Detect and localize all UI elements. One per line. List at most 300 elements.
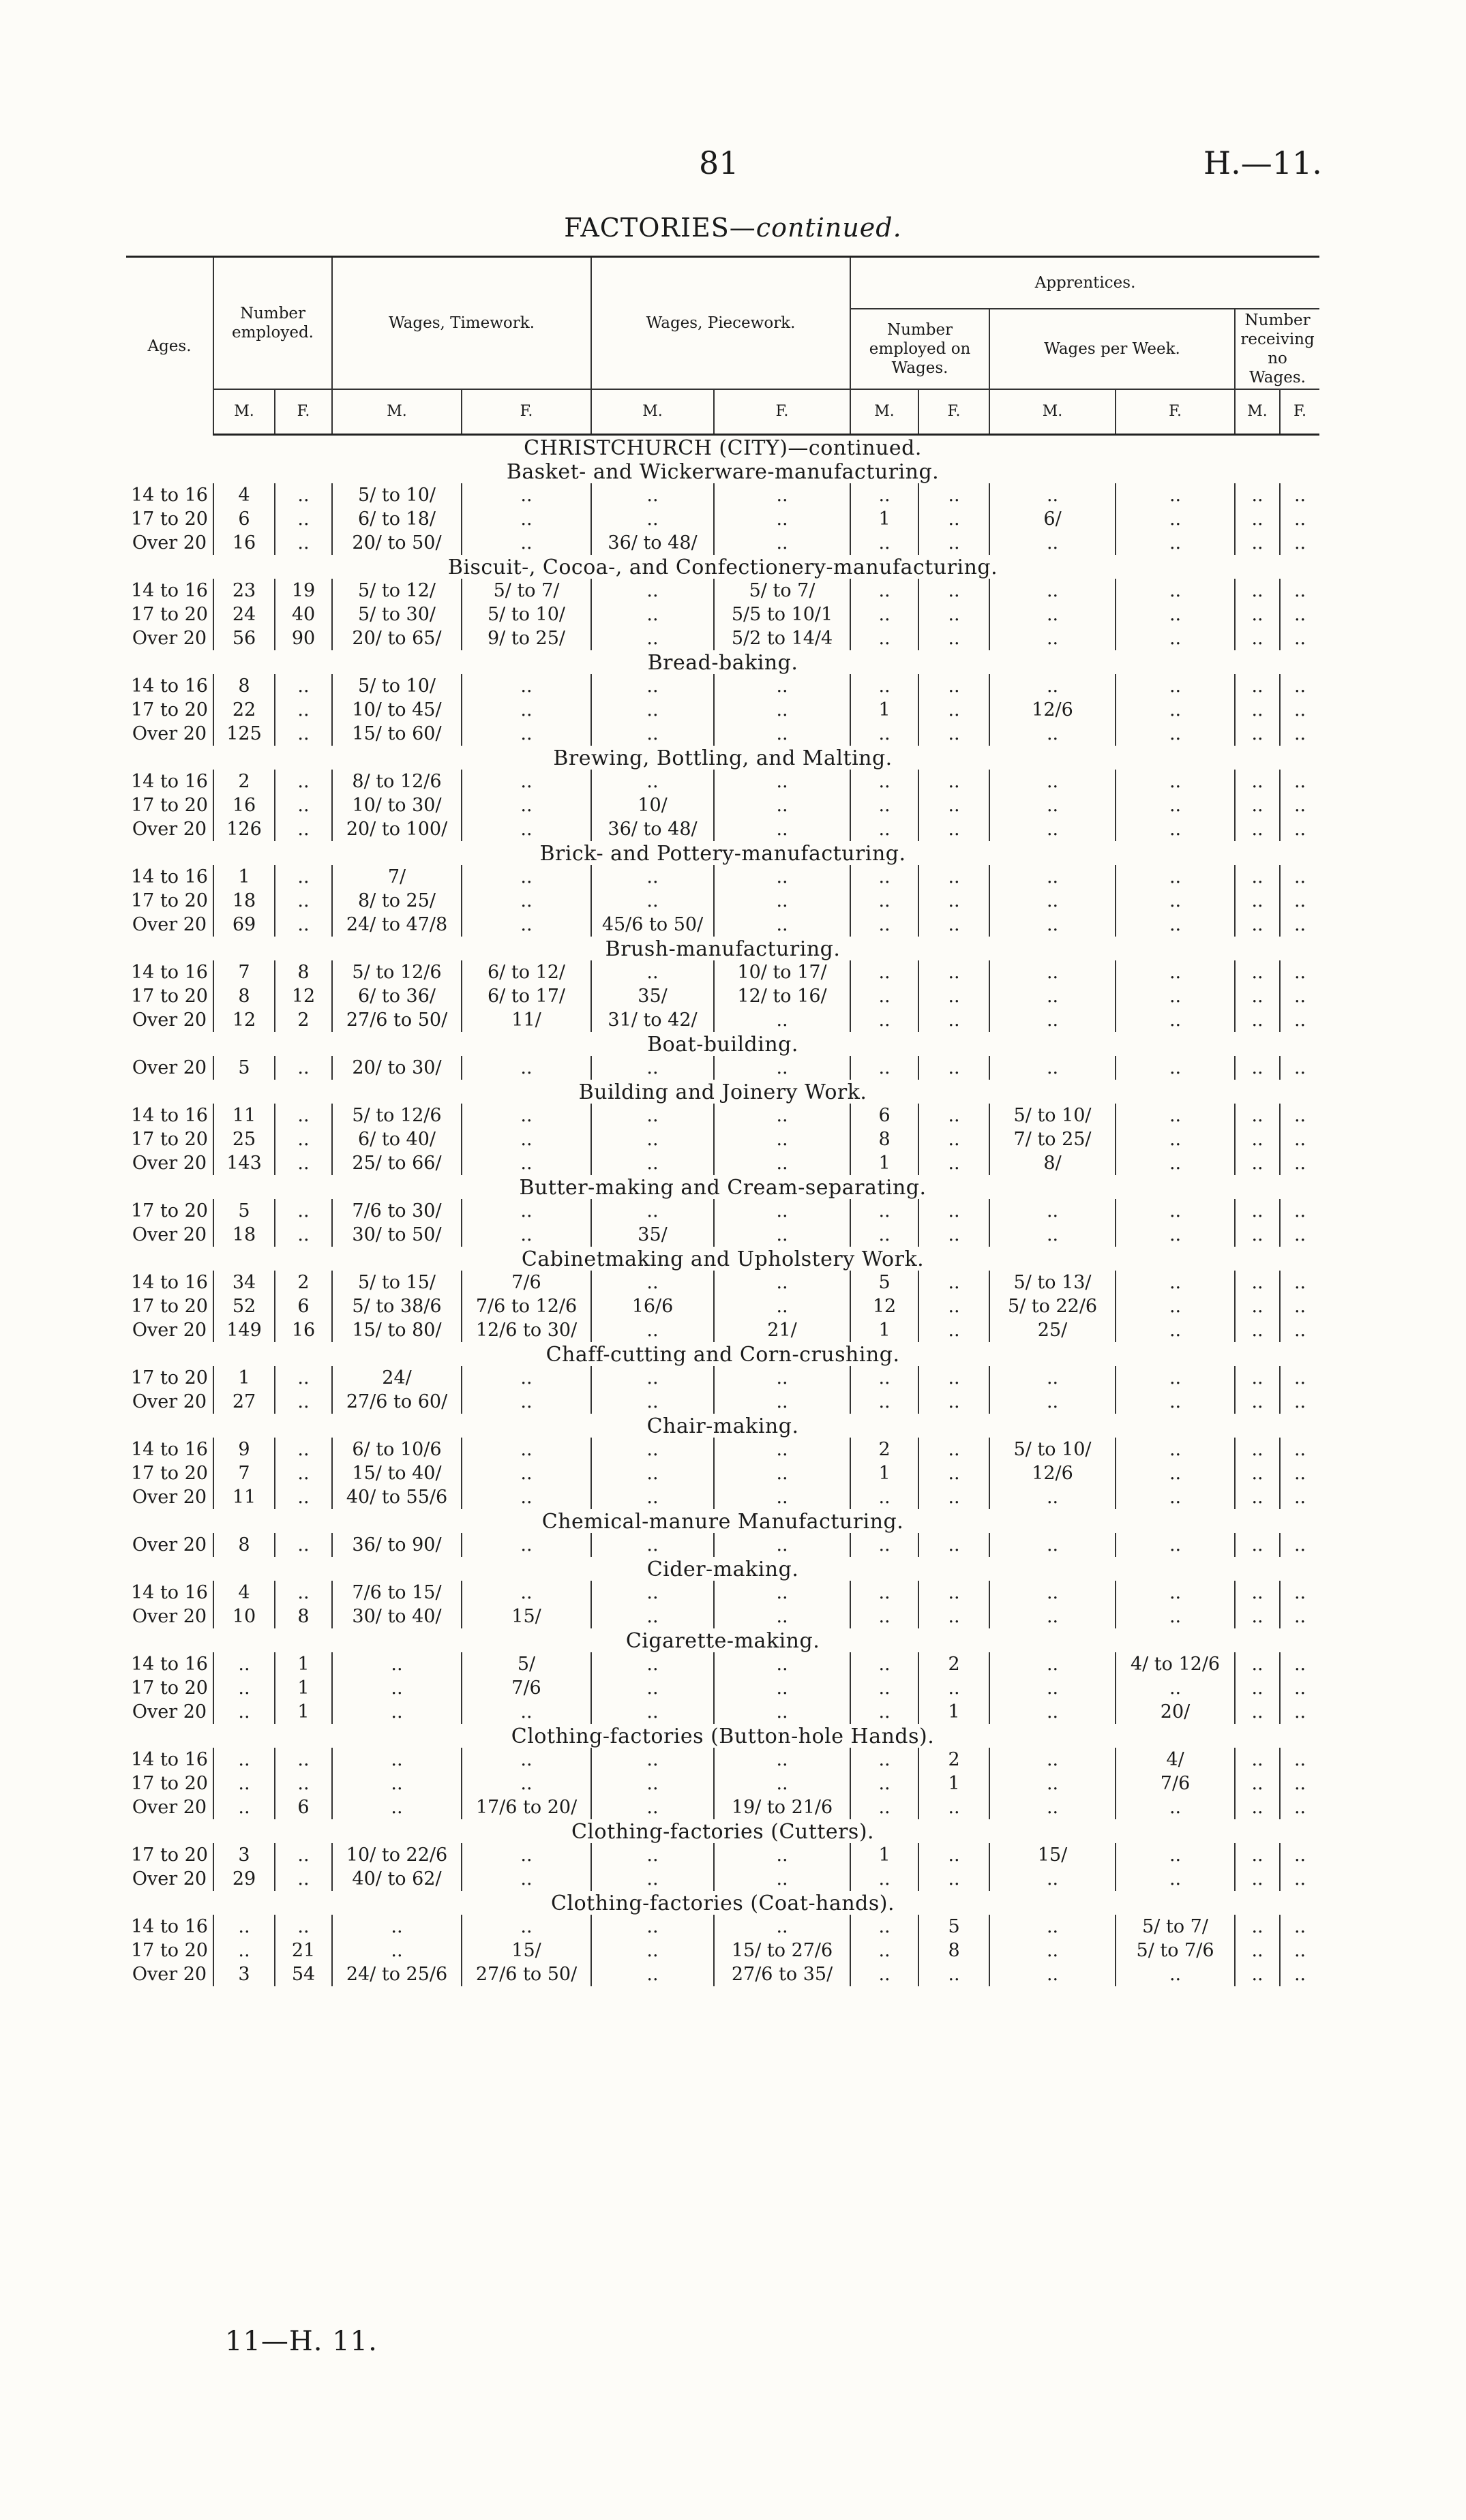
table-cell: 143 xyxy=(213,1151,275,1175)
table-cell: 1 xyxy=(275,1700,332,1724)
table-row xyxy=(126,1390,1319,1414)
table-cell: .. xyxy=(275,1199,332,1223)
age-cell: 17 to 20 xyxy=(131,1296,208,1317)
table-cell: .. xyxy=(850,889,918,913)
table-cell: .. xyxy=(989,1199,1116,1223)
section-heading-row xyxy=(126,650,1319,674)
table-cell: .. xyxy=(275,1533,332,1557)
table-cell: .. xyxy=(591,626,714,650)
table-row xyxy=(126,1676,1319,1700)
table-row xyxy=(126,1127,1319,1151)
table-cell: .. xyxy=(1280,531,1319,555)
table-cell: .. xyxy=(918,889,989,913)
table-cell: .. xyxy=(989,1366,1116,1390)
table-row xyxy=(126,1772,1319,1795)
table-cell: 2 xyxy=(275,1271,332,1294)
table-cell: .. xyxy=(989,626,1116,650)
table-cell: .. xyxy=(1116,960,1235,984)
table-cell: .. xyxy=(213,1652,275,1676)
table-cell: .. xyxy=(1235,1318,1280,1342)
table-cell: .. xyxy=(989,913,1116,937)
table-row xyxy=(126,674,1319,698)
table-cell: .. xyxy=(850,674,918,698)
table-row xyxy=(126,913,1319,937)
table-cell: .. xyxy=(1235,674,1280,698)
table-cell: .. xyxy=(591,865,714,889)
table-cell: .. xyxy=(462,1104,591,1127)
table-cell: .. xyxy=(1116,1676,1235,1700)
table-cell: 15/ xyxy=(989,1843,1116,1867)
table-cell: .. xyxy=(850,1772,918,1795)
table-cell: .. xyxy=(1116,1008,1235,1032)
table-cell: 7 xyxy=(213,960,275,984)
table-cell: .. xyxy=(1280,1676,1319,1700)
age-cell: Over 20 xyxy=(132,1057,207,1078)
table-cell: 7/ xyxy=(332,865,462,889)
table-cell: .. xyxy=(1280,1008,1319,1032)
table-row xyxy=(126,984,1319,1008)
table-cell: 29 xyxy=(213,1867,275,1891)
table-cell: .. xyxy=(275,1223,332,1247)
table-row xyxy=(126,1748,1319,1772)
table-row xyxy=(126,1461,1319,1485)
section-heading: Basket- and Wickerware-manufacturing. xyxy=(506,460,940,484)
section-heading-row xyxy=(126,1891,1319,1915)
table-cell: .. xyxy=(591,770,714,793)
table-cell: .. xyxy=(1116,1056,1235,1080)
table-cell: 4 xyxy=(213,1581,275,1605)
table-cell: .. xyxy=(462,1366,591,1390)
section-heading-row xyxy=(126,1628,1319,1652)
header-f: F. xyxy=(462,389,591,435)
table-cell: .. xyxy=(989,531,1116,555)
table-cell: .. xyxy=(714,913,850,937)
table-row xyxy=(126,1939,1319,1962)
table-cell: .. xyxy=(1116,674,1235,698)
table-cell: .. xyxy=(989,1533,1116,1557)
table-cell: 6/ to 12/ xyxy=(462,960,591,984)
table-cell: .. xyxy=(275,1366,332,1390)
table-cell: 8/ xyxy=(989,1151,1116,1175)
header-m: M. xyxy=(1235,389,1280,435)
table-cell: .. xyxy=(275,865,332,889)
table-cell: .. xyxy=(850,1915,918,1939)
table-cell: 30/ to 40/ xyxy=(332,1605,462,1628)
table-cell: .. xyxy=(918,1056,989,1080)
age-cell: 14 to 16 xyxy=(131,1439,208,1460)
table-cell: .. xyxy=(714,1867,850,1891)
table-row xyxy=(126,960,1319,984)
table-cell: 56 xyxy=(213,626,275,650)
table-cell: .. xyxy=(918,1533,989,1557)
table-cell: .. xyxy=(714,483,850,507)
table-cell: .. xyxy=(275,1915,332,1939)
table-cell: .. xyxy=(1235,1915,1280,1939)
table-cell: 90 xyxy=(275,626,332,650)
table-cell: .. xyxy=(462,722,591,746)
page-number: 81 xyxy=(699,145,739,181)
section-heading: Boat-building. xyxy=(647,1033,798,1057)
table-cell: .. xyxy=(1235,1772,1280,1795)
table-cell: .. xyxy=(1116,626,1235,650)
age-cell: Over 20 xyxy=(132,1797,207,1818)
table-cell: 5 xyxy=(213,1056,275,1080)
table-cell: .. xyxy=(1235,1533,1280,1557)
table-cell: .. xyxy=(1235,1271,1280,1294)
table-cell: 27/6 to 60/ xyxy=(332,1390,462,1414)
table-cell: .. xyxy=(1235,483,1280,507)
table-cell: 5/2 to 14/4 xyxy=(714,626,850,650)
table-row xyxy=(126,1843,1319,1867)
table-cell: .. xyxy=(591,1104,714,1127)
table-cell: 2 xyxy=(918,1652,989,1676)
table-cell: .. xyxy=(714,1151,850,1175)
table-cell: .. xyxy=(714,1485,850,1509)
table-cell: .. xyxy=(332,1915,462,1939)
table-cell: 16 xyxy=(275,1318,332,1342)
table-cell: .. xyxy=(850,1199,918,1223)
table-cell: 1 xyxy=(850,698,918,722)
table-cell: .. xyxy=(1116,1151,1235,1175)
table-cell: .. xyxy=(591,1700,714,1724)
table-cell: .. xyxy=(850,770,918,793)
table-cell: .. xyxy=(1280,1461,1319,1485)
table-cell: .. xyxy=(591,1366,714,1390)
table-cell: 4 xyxy=(213,483,275,507)
table-cell: 2 xyxy=(918,1748,989,1772)
table-cell: .. xyxy=(1235,1748,1280,1772)
table-cell: .. xyxy=(591,1151,714,1175)
table-cell: .. xyxy=(1235,1151,1280,1175)
table-cell: 5/ to 10/ xyxy=(989,1438,1116,1461)
table-row xyxy=(126,1223,1319,1247)
table-cell: .. xyxy=(714,507,850,531)
table-cell: .. xyxy=(1280,483,1319,507)
table-cell: 21/ xyxy=(714,1318,850,1342)
table-cell: .. xyxy=(1116,1485,1235,1509)
table-cell: .. xyxy=(1116,984,1235,1008)
table-cell: .. xyxy=(275,1748,332,1772)
table-cell: .. xyxy=(1280,1581,1319,1605)
table-cell: .. xyxy=(714,1294,850,1318)
table-cell: .. xyxy=(1280,1843,1319,1867)
section-heading-row xyxy=(126,1175,1319,1199)
table-cell: 1 xyxy=(275,1652,332,1676)
table-cell: .. xyxy=(918,1318,989,1342)
table-cell: .. xyxy=(1116,1438,1235,1461)
table-cell: 5/ to 12/ xyxy=(332,579,462,603)
table-cell: 25 xyxy=(213,1127,275,1151)
header-f: F. xyxy=(275,389,332,435)
table-cell: .. xyxy=(989,1962,1116,1986)
header-f: F. xyxy=(918,389,989,435)
table-cell: .. xyxy=(850,579,918,603)
table-cell: .. xyxy=(1235,1223,1280,1247)
table-cell: .. xyxy=(462,698,591,722)
table-cell: 36/ to 48/ xyxy=(591,531,714,555)
table-cell: .. xyxy=(1280,1533,1319,1557)
table-cell: .. xyxy=(918,1271,989,1294)
table-cell: .. xyxy=(1116,1127,1235,1151)
table-cell: .. xyxy=(1235,1390,1280,1414)
table-cell: .. xyxy=(1280,1223,1319,1247)
table-cell: .. xyxy=(1116,1199,1235,1223)
table-cell: 24/ to 47/8 xyxy=(332,913,462,937)
table-cell: .. xyxy=(275,1151,332,1175)
table-cell: .. xyxy=(1280,507,1319,531)
table-cell: .. xyxy=(918,1104,989,1127)
table-cell: .. xyxy=(332,1748,462,1772)
table-cell: 27 xyxy=(213,1390,275,1414)
table-cell: .. xyxy=(1116,1795,1235,1819)
table-cell: .. xyxy=(989,889,1116,913)
table-cell: .. xyxy=(989,960,1116,984)
header-m: M. xyxy=(850,389,918,435)
table-cell: .. xyxy=(850,531,918,555)
table-cell: .. xyxy=(850,1867,918,1891)
table-cell: .. xyxy=(1116,1461,1235,1485)
table-cell: .. xyxy=(989,1485,1116,1509)
table-cell: .. xyxy=(850,1366,918,1390)
table-cell: 36/ to 48/ xyxy=(591,817,714,841)
table-cell: .. xyxy=(989,984,1116,1008)
table-cell: .. xyxy=(1235,1127,1280,1151)
table-cell: .. xyxy=(1280,960,1319,984)
age-cell: 17 to 20 xyxy=(131,604,208,625)
table-cell: .. xyxy=(591,1748,714,1772)
table-cell: .. xyxy=(918,960,989,984)
age-cell: Over 20 xyxy=(132,1487,207,1508)
table-cell: .. xyxy=(1280,889,1319,913)
table-cell: .. xyxy=(989,1915,1116,1939)
header-apprentices-no-wages: Number receiving no Wages. xyxy=(1235,309,1319,389)
table-cell: .. xyxy=(989,1700,1116,1724)
table-cell: .. xyxy=(850,1581,918,1605)
table-cell: .. xyxy=(1116,1104,1235,1127)
table-cell: .. xyxy=(462,913,591,937)
table-cell: .. xyxy=(1116,1294,1235,1318)
table-cell: 5/ to 10/ xyxy=(332,483,462,507)
table-cell: .. xyxy=(1116,722,1235,746)
table-row xyxy=(126,1008,1319,1032)
table-cell: .. xyxy=(1235,913,1280,937)
table-cell: .. xyxy=(1280,1915,1319,1939)
table-cell: .. xyxy=(1116,483,1235,507)
table-cell: .. xyxy=(714,1271,850,1294)
table-cell: .. xyxy=(918,1366,989,1390)
table-cell: .. xyxy=(1235,1056,1280,1080)
header-apprentices: Apprentices. xyxy=(850,257,1319,309)
table-cell: .. xyxy=(1116,1581,1235,1605)
table-cell: 6/ to 17/ xyxy=(462,984,591,1008)
section-heading-row xyxy=(126,459,1319,483)
table-row xyxy=(126,865,1319,889)
age-cell: Over 20 xyxy=(132,819,207,840)
table-cell: 40 xyxy=(275,603,332,626)
table-cell: 125 xyxy=(213,722,275,746)
table-cell: .. xyxy=(1116,1366,1235,1390)
table-cell: .. xyxy=(462,1438,591,1461)
table-cell: .. xyxy=(850,1795,918,1819)
table-cell: .. xyxy=(1280,1605,1319,1628)
table-cell: .. xyxy=(462,1581,591,1605)
table-cell: .. xyxy=(332,1772,462,1795)
table-cell: 25/ xyxy=(989,1318,1116,1342)
age-cell: Over 20 xyxy=(132,1606,207,1627)
table-row xyxy=(126,483,1319,507)
age-cell: Over 20 xyxy=(132,1868,207,1889)
table-cell: .. xyxy=(1280,1056,1319,1080)
age-cell: Over 20 xyxy=(132,1224,207,1245)
table-cell: .. xyxy=(275,483,332,507)
table-cell: 40/ to 62/ xyxy=(332,1867,462,1891)
table-cell: .. xyxy=(1280,603,1319,626)
table-cell: .. xyxy=(850,722,918,746)
table-cell: .. xyxy=(714,1008,850,1032)
table-cell: .. xyxy=(989,1056,1116,1080)
table-cell: 7/ to 25/ xyxy=(989,1127,1116,1151)
section-heading: Biscuit-, Cocoa-, and Confectionery-manufacturing. xyxy=(447,556,998,579)
age-cell: 17 to 20 xyxy=(131,1200,208,1221)
table-cell: .. xyxy=(462,1056,591,1080)
table-cell: .. xyxy=(462,1915,591,1939)
table-cell: 6/ to 40/ xyxy=(332,1127,462,1151)
header-m: M. xyxy=(989,389,1116,435)
table-cell: .. xyxy=(1235,1962,1280,1986)
table-cell: .. xyxy=(1235,579,1280,603)
table-cell: .. xyxy=(591,1533,714,1557)
table-cell: 5/ to 10/ xyxy=(989,1104,1116,1127)
age-cell: 14 to 16 xyxy=(131,1749,208,1770)
table-cell: .. xyxy=(714,1843,850,1867)
table-cell: 27/6 to 35/ xyxy=(714,1962,850,1986)
table-cell: .. xyxy=(1116,603,1235,626)
table-cell: .. xyxy=(591,889,714,913)
section-heading-row xyxy=(126,555,1319,579)
table-cell: .. xyxy=(850,984,918,1008)
table-cell: .. xyxy=(462,1748,591,1772)
table-cell: .. xyxy=(591,1438,714,1461)
age-cell: 17 to 20 xyxy=(131,508,208,530)
table-cell: 5/ to 12/6 xyxy=(332,960,462,984)
table-cell: .. xyxy=(714,1772,850,1795)
table-cell: .. xyxy=(275,674,332,698)
table-cell: .. xyxy=(591,1676,714,1700)
section-heading-row xyxy=(126,1342,1319,1366)
table-cell: 8 xyxy=(850,1127,918,1151)
header-apprentices-number-employed: Number employed on Wages. xyxy=(850,309,989,389)
table-cell: .. xyxy=(714,531,850,555)
section-heading-row xyxy=(126,1724,1319,1748)
table-cell: .. xyxy=(462,770,591,793)
table-cell: .. xyxy=(850,1939,918,1962)
table-cell: .. xyxy=(714,1915,850,1939)
section-heading: Butter-making and Cream-separating. xyxy=(519,1176,927,1200)
table-cell: .. xyxy=(1280,1438,1319,1461)
header-wages-timework: Wages, Timework. xyxy=(332,257,591,390)
age-cell: 14 to 16 xyxy=(131,771,208,792)
table-cell: .. xyxy=(1235,793,1280,817)
table-cell: .. xyxy=(989,1748,1116,1772)
table-cell: .. xyxy=(918,507,989,531)
table-cell: .. xyxy=(850,1748,918,1772)
table-cell: .. xyxy=(918,483,989,507)
table-cell: 15/ to 40/ xyxy=(332,1461,462,1485)
table-cell: .. xyxy=(714,1366,850,1390)
table-cell: .. xyxy=(918,1199,989,1223)
table-cell: .. xyxy=(462,483,591,507)
table-cell: 34 xyxy=(213,1271,275,1294)
table-cell: 24 xyxy=(213,603,275,626)
table-cell: 7/6 to 15/ xyxy=(332,1581,462,1605)
table-cell: .. xyxy=(1280,1151,1319,1175)
table-cell: 10/ to 45/ xyxy=(332,698,462,722)
table-cell: .. xyxy=(275,1461,332,1485)
table-cell: .. xyxy=(462,1223,591,1247)
section-heading: Brush-manufacturing. xyxy=(605,937,841,961)
table-cell: .. xyxy=(989,1581,1116,1605)
table-cell: 18 xyxy=(213,889,275,913)
age-cell: Over 20 xyxy=(132,1391,207,1412)
table-cell: 1 xyxy=(850,1151,918,1175)
table-cell: .. xyxy=(850,483,918,507)
section-heading: Chair-making. xyxy=(646,1414,799,1438)
table-cell: .. xyxy=(918,1676,989,1700)
table-cell: 5/ to 10/ xyxy=(332,674,462,698)
table-cell: .. xyxy=(918,1795,989,1819)
table-cell: .. xyxy=(1235,507,1280,531)
table-cell: 5/ to 30/ xyxy=(332,603,462,626)
table-cell: .. xyxy=(462,1843,591,1867)
age-cell: Over 20 xyxy=(132,1009,207,1031)
age-cell: 14 to 16 xyxy=(131,962,208,983)
table-cell: .. xyxy=(275,793,332,817)
table-cell: .. xyxy=(1235,698,1280,722)
table-cell: .. xyxy=(1116,1867,1235,1891)
section-heading: Bread-baking. xyxy=(647,651,798,675)
age-cell: 17 to 20 xyxy=(131,1773,208,1794)
table-cell: .. xyxy=(850,603,918,626)
table-cell: 11 xyxy=(213,1485,275,1509)
table-cell: 5/ to 38/6 xyxy=(332,1294,462,1318)
table-cell: .. xyxy=(213,1700,275,1724)
table-cell: .. xyxy=(918,1581,989,1605)
table-row xyxy=(126,793,1319,817)
age-cell: 17 to 20 xyxy=(131,1940,208,1961)
table-cell: .. xyxy=(1235,1605,1280,1628)
table-cell: .. xyxy=(918,1151,989,1175)
age-cell: 14 to 16 xyxy=(131,1582,208,1603)
table-cell: .. xyxy=(1235,531,1280,555)
table-cell: 8/ to 12/6 xyxy=(332,770,462,793)
table-cell: .. xyxy=(1116,817,1235,841)
table-cell: .. xyxy=(591,1652,714,1676)
table-cell: 15/ xyxy=(462,1939,591,1962)
table-cell: 3 xyxy=(213,1843,275,1867)
table-cell: 1 xyxy=(918,1772,989,1795)
table-cell: .. xyxy=(850,793,918,817)
table-cell: 5/ to 13/ xyxy=(989,1271,1116,1294)
table-cell: 149 xyxy=(213,1318,275,1342)
table-cell: .. xyxy=(1235,1104,1280,1127)
table-cell: 18 xyxy=(213,1223,275,1247)
age-cell: Over 20 xyxy=(132,628,207,649)
section-heading: Brick- and Pottery-manufacturing. xyxy=(539,842,906,866)
table-cell: .. xyxy=(275,1867,332,1891)
table-cell: .. xyxy=(989,1390,1116,1414)
table-cell: 19/ to 21/6 xyxy=(714,1795,850,1819)
table-cell: 7/6 xyxy=(1116,1772,1235,1795)
